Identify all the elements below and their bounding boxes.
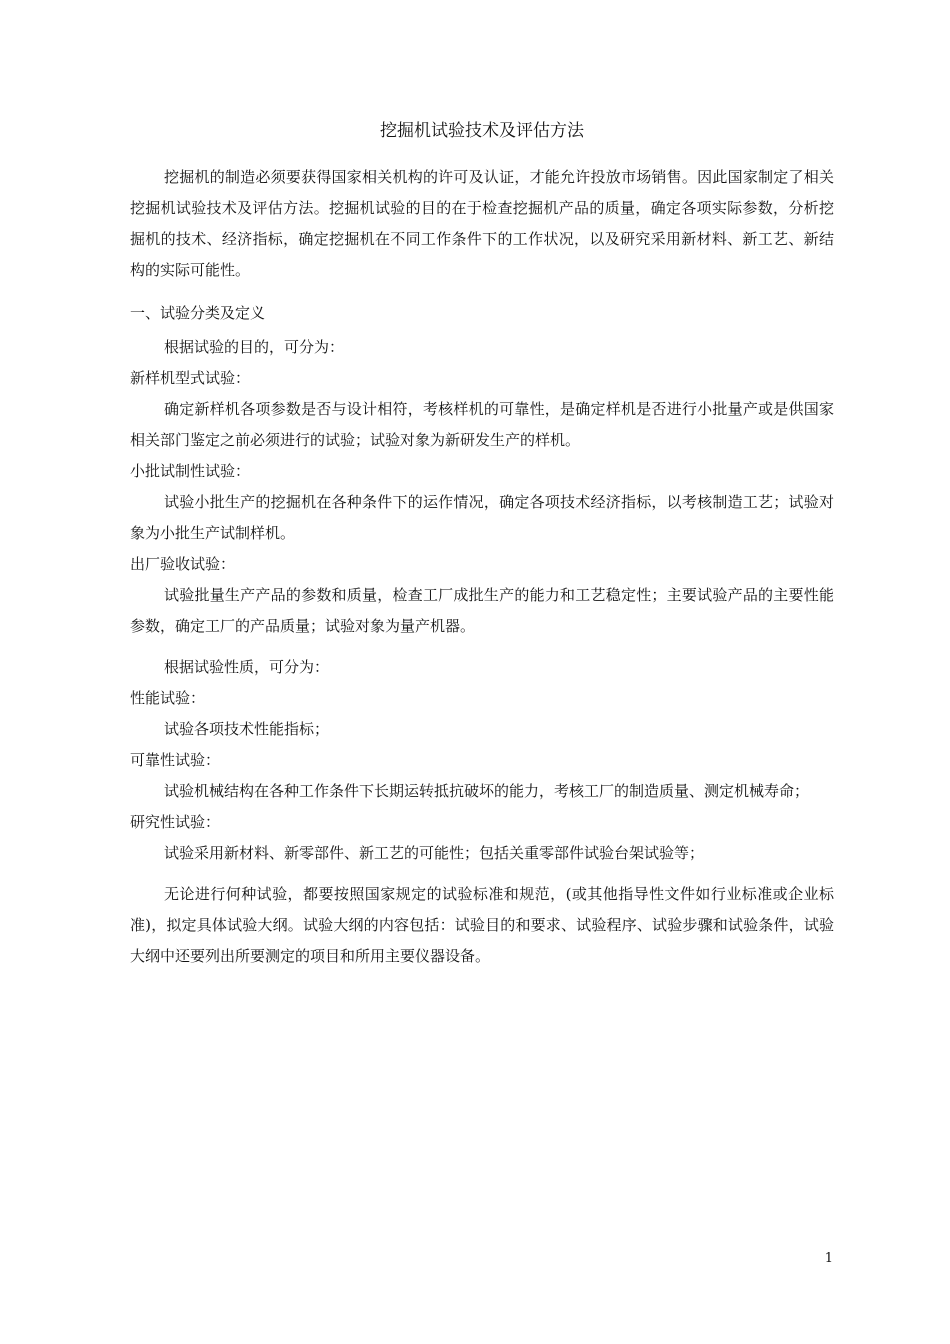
closing-paragraph: 无论进行何种试验，都要按照国家规定的试验标准和规范，(或其他指导性文件如行业标准或企业标准)，拟定具体试验大纲。试验大纲的内容包括：试验目的和要求、试验程序、试验步骤和试验条件，试验大纲中还要列出所要测定的项目和所用主要仪器设备。 xyxy=(130,885,834,965)
purpose-item-desc: 确定新样机各项参数是否与设计相符，考核样机的可靠性，是确定样机是否进行小批量产或是供国家相关部门鉴定之前必须进行的试验；试验对象为新研发生产的样机。 xyxy=(130,400,834,449)
page-number: 1 xyxy=(824,1251,833,1266)
section-heading: 一、试验分类及定义 xyxy=(130,304,266,322)
purpose-lead: 根据试验的目的，可分为： xyxy=(164,338,345,356)
intro-paragraph: 挖掘机的制造必须要获得国家相关机构的许可及认证，才能允许投放市场销售。因此国家制定了相关挖掘机试验技术及评估方法。挖掘机试验的目的在于检查挖掘机产品的质量，确定各项实际参数，分析挖掘机的技术、经济指标，确定挖掘机在不同工作条件下的工作状况，以及研究采用新材料、新工艺、新结构的实际可能性。 xyxy=(130,168,834,279)
nature-lead: 根据试验性质，可分为： xyxy=(164,658,330,676)
nature-item-desc: 试验机械结构在各种工作条件下长期运转抵抗破坏的能力，考核工厂的制造质量、测定机械寿命； xyxy=(164,782,810,800)
nature-item-name: 研究性试验： xyxy=(130,813,221,831)
nature-item-desc: 试验各项技术性能指标； xyxy=(164,720,330,738)
purpose-item-name: 新样机型式试验： xyxy=(130,369,251,387)
purpose-item-name: 出厂验收试验： xyxy=(130,555,236,573)
nature-item-name: 性能试验： xyxy=(130,689,206,707)
nature-item-name: 可靠性试验： xyxy=(130,751,221,769)
document-body xyxy=(130,118,834,972)
document-title: 挖掘机试验技术及评估方法 xyxy=(380,121,584,141)
purpose-item-desc: 试验小批生产的挖掘机在各种条件下的运作情况，确定各项技术经济指标，以考核制造工艺；试验对象为小批生产试制样机。 xyxy=(130,493,834,542)
purpose-item-name: 小批试制性试验： xyxy=(130,462,251,480)
purpose-item-desc: 试验批量生产产品的参数和质量，检查工厂成批生产的能力和工艺稳定性；主要试验产品的主要性能参数，确定工厂的产品质量；试验对象为量产机器。 xyxy=(130,586,834,635)
nature-item-desc: 试验采用新材料、新零部件、新工艺的可能性；包括关重零部件试验台架试验等； xyxy=(164,844,705,862)
